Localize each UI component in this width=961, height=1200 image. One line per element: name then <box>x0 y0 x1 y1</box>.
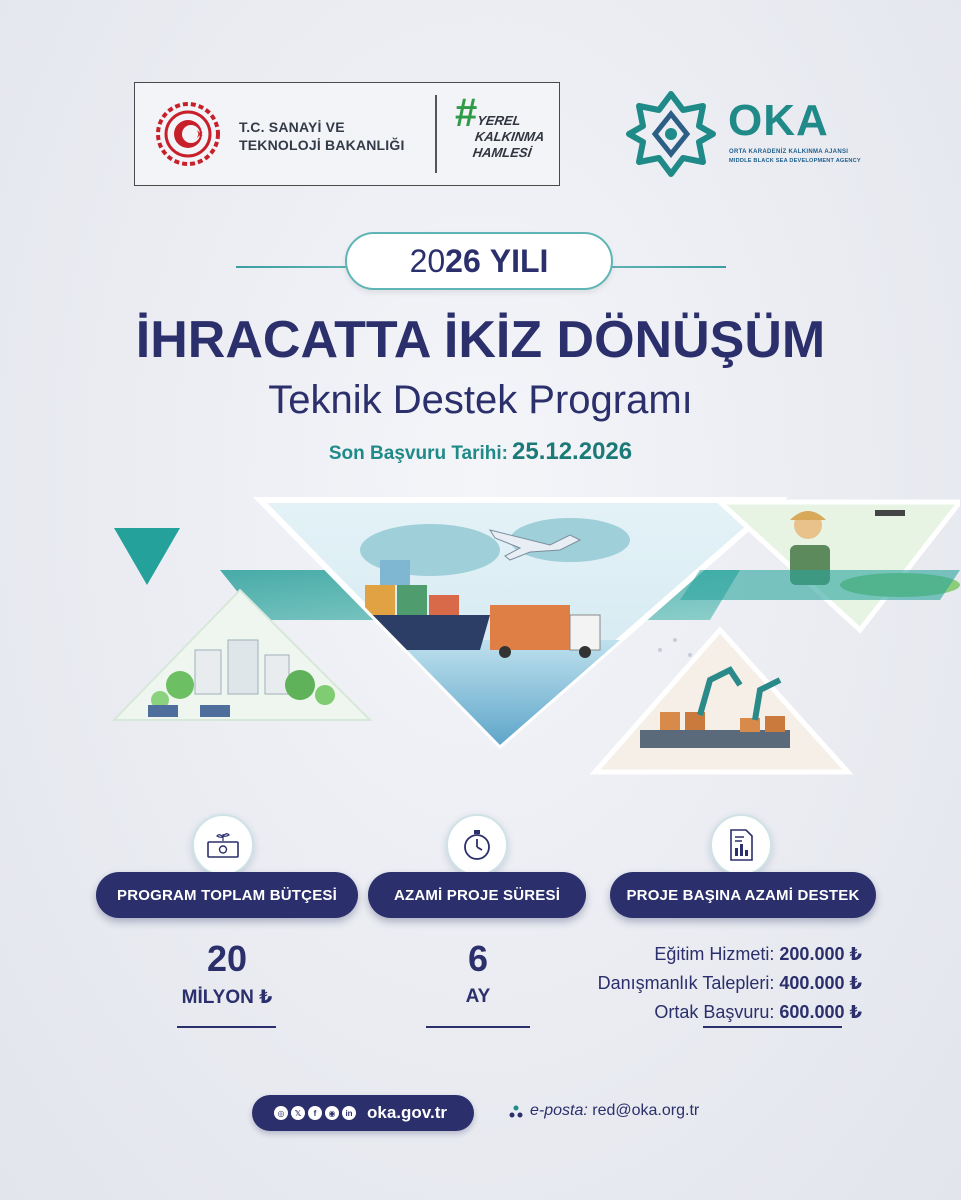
email-value[interactable]: red@oka.org.tr <box>592 1102 700 1119</box>
agency-full-tr: ORTA KARADENİZ KALKINMA AJANSI <box>729 149 849 155</box>
x-icon[interactable]: 𝕏 <box>291 1106 305 1120</box>
support-row-amount: 200.000 ₺ <box>779 944 862 964</box>
support-row <box>520 940 862 969</box>
year-word: YILI <box>489 242 549 279</box>
duration-underline <box>426 1026 530 1028</box>
ministry-name: T.C. SANAYİ VE TEKNOLOJİ BAKANLIĞI <box>239 119 405 153</box>
support-row-name: Eğitim Hizmeti: <box>654 944 775 964</box>
globe-icon[interactable]: ◎ <box>274 1106 288 1120</box>
linkedin-icon[interactable]: in <box>342 1106 356 1120</box>
stopwatch-icon <box>461 828 493 862</box>
support-row <box>520 969 862 998</box>
support-row-amount: 600.000 ₺ <box>779 1002 862 1022</box>
email-label: e-posta: <box>530 1102 588 1119</box>
budget-value: 20 <box>206 938 248 979</box>
year-suffix: 26 <box>445 242 481 279</box>
support-row-name: Ortak Başvuru: <box>654 1002 775 1022</box>
oka-emblem-icon <box>625 88 717 180</box>
agency-full-en: MIDDLE BLACK SEA DEVELOPMENT AGENCY <box>729 158 861 164</box>
deadline-label: Son Başvuru Tarihi: <box>328 443 508 464</box>
ministry-emblem-icon <box>155 101 221 167</box>
support-underline <box>703 1026 842 1028</box>
duration-badge <box>446 814 508 876</box>
factory-illustration <box>595 630 848 772</box>
teal-triangle-left <box>114 528 180 585</box>
deadline <box>0 438 961 466</box>
support-label: PROJE BAŞINA AZAMİ DESTEK <box>610 872 876 918</box>
budget-label: PROGRAM TOPLAM BÜTÇESİ <box>96 872 358 918</box>
website-link[interactable] <box>252 1095 474 1131</box>
page-subtitle: Teknik Destek Programı <box>268 378 693 422</box>
hero-illustration <box>100 490 960 790</box>
year-prefix: 20 <box>409 242 446 279</box>
email <box>530 1102 699 1120</box>
agriculture-illustration <box>720 502 960 630</box>
year-badge <box>345 232 613 290</box>
duration-unit: AY <box>465 986 491 1007</box>
campaign-hash: # <box>455 91 478 135</box>
agency-abbr: OKA <box>728 96 829 145</box>
campaign-text: YEREL KALKINMA HAMLESİ <box>471 113 545 160</box>
budget-underline <box>177 1026 276 1028</box>
duration-label: AZAMİ PROJE SÜRESİ <box>368 872 586 918</box>
facebook-icon[interactable]: f <box>308 1106 322 1120</box>
support-badge <box>710 814 772 876</box>
instagram-icon[interactable]: ◉ <box>325 1106 339 1120</box>
report-chart-icon <box>726 828 756 862</box>
budget-badge <box>192 814 254 876</box>
support-list <box>520 940 862 1027</box>
support-row <box>520 998 862 1027</box>
duration-value: 6 <box>467 938 489 979</box>
website-text[interactable]: oka.gov.tr <box>367 1103 447 1122</box>
support-row-name: Danışmanlık Talepleri: <box>597 973 775 993</box>
support-row-amount: 400.000 ₺ <box>779 973 862 993</box>
email-dots-icon <box>509 1104 523 1120</box>
logo-divider <box>435 95 437 173</box>
deadline-value: 25.12.2026 <box>512 438 633 465</box>
money-plant-icon <box>205 830 241 860</box>
ministry-logo-box <box>134 82 560 186</box>
teal-ribbon-right <box>680 570 960 600</box>
page-title: İHRACATTA İKİZ DÖNÜŞÜM <box>135 311 826 369</box>
budget-unit: MİLYON ₺ <box>181 987 273 1008</box>
